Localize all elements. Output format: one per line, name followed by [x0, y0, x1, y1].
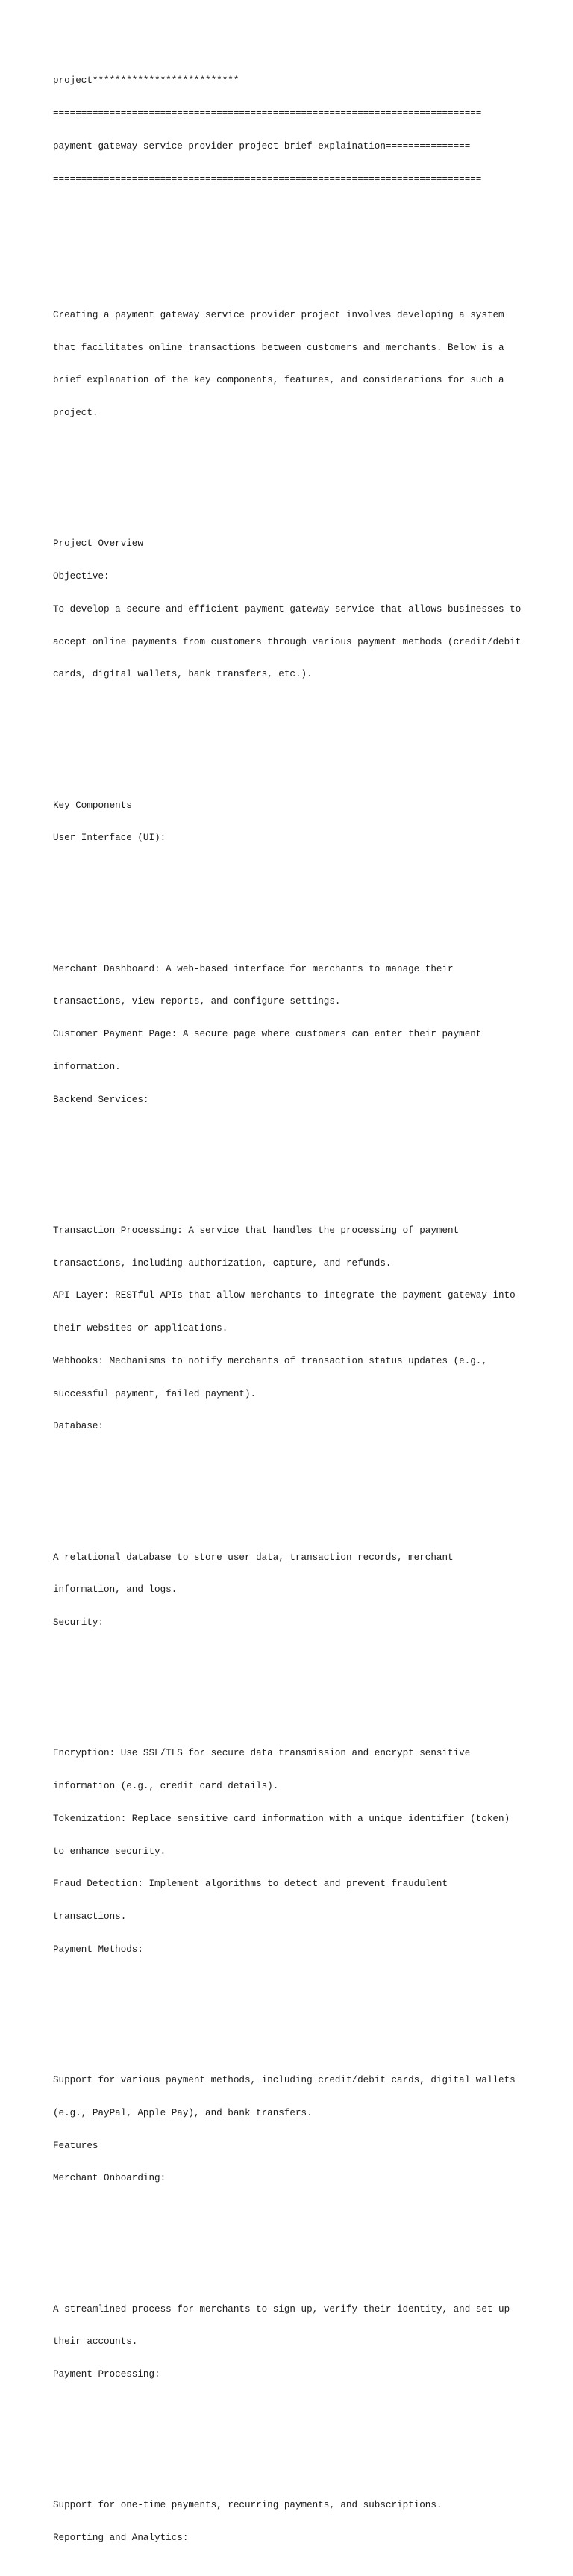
text-line: Transaction Processing: A service that handles the processing of payment: [53, 1225, 460, 1236]
text-line: Support for various payment methods, including credit/debit cards, digital wallets: [53, 2075, 516, 2086]
text-line: A streamlined process for merchants to sign up, verify their identity, and set up: [53, 2303, 510, 2315]
text-line: To develop a secure and efficient payment gateway service that allows businesses to: [53, 603, 522, 615]
text-line: that facilitates online transactions between customers and merchants. Below is a: [53, 342, 504, 353]
processing-items: [53, 2478, 545, 2566]
subheading: Payment Methods:: [53, 1944, 143, 1955]
security-items: [53, 1726, 545, 1977]
section-heading: Features: [53, 2140, 98, 2151]
text-line: Webhooks: Mechanisms to notify merchants of transaction status updates (e.g.,: [53, 1355, 487, 1366]
spacer: [53, 1160, 545, 1171]
text-line: transactions.: [53, 1911, 127, 1923]
subheading: User Interface (UI):: [53, 833, 166, 844]
section-heading: Project Overview: [53, 538, 143, 550]
text-line: Tokenization: Replace sensitive card information with a unique identifier (token): [53, 1813, 510, 1824]
key-components-section: [53, 778, 545, 865]
text-line: their websites or applications.: [53, 1323, 228, 1334]
text-line: information, and logs.: [53, 1584, 178, 1596]
text-line: A relational database to store user data, transaction records, merchant: [53, 1552, 454, 1563]
text-line: accept online payments from customers through various payment methods (credit/debit: [53, 636, 522, 647]
text-line: Creating a payment gateway service provider project involves developing a system: [53, 309, 504, 320]
text-line: Merchant Dashboard: A web-based interface for merchants to manage their: [53, 963, 454, 974]
backend-items: [53, 1204, 545, 1455]
text-line: Fraud Detection: Implement algorithms to detect and prevent fraudulent: [53, 1879, 448, 1890]
text-line: Customer Payment Page: A secure page where customers can enter their payment: [53, 1029, 482, 1040]
text-line: Encryption: Use SSL/TLS for secure data transmission and encrypt sensitive: [53, 1748, 471, 1759]
payment-method-items: [53, 2053, 545, 2206]
spacer: [53, 1487, 545, 1498]
document-title: payment gateway service provider project brief explaination===============: [53, 140, 471, 152]
header-rule-top: ============================================================================: [53, 108, 482, 119]
subheading: Objective:: [53, 571, 110, 582]
spacer: [53, 2239, 545, 2250]
project-overview-section: [53, 517, 545, 702]
text-line: successful payment, failed payment).: [53, 1388, 257, 1399]
subheading: Database:: [53, 1421, 104, 1432]
spacer: [53, 735, 545, 746]
text-line: brief explanation of the key components, features, and considerations for such a: [53, 375, 504, 386]
intro-paragraph: [53, 288, 545, 441]
text-line: project.: [53, 408, 98, 419]
text-line: transactions, including authorization, capture, and refunds.: [53, 1257, 392, 1269]
spacer: [53, 473, 545, 485]
text-line: (e.g., PayPal, Apple Pay), and bank transfers.: [53, 2107, 313, 2118]
text-line: to enhance security.: [53, 1846, 166, 1857]
subheading: Reporting and Analytics:: [53, 2533, 189, 2543]
subheading: Backend Services:: [53, 1094, 149, 1105]
spacer: [53, 898, 545, 909]
onboarding-items: [53, 2282, 545, 2402]
subheading: Merchant Onboarding:: [53, 2173, 166, 2184]
text-line: Support for one-time payments, recurring payments, and subscriptions.: [53, 2500, 442, 2511]
database-items: [53, 1530, 545, 1650]
spacer: [53, 2435, 545, 2446]
text-line: information.: [53, 1061, 121, 1072]
header-rule-bottom: ============================================================================: [53, 173, 482, 184]
subheading: Payment Processing:: [53, 2369, 160, 2380]
text-line: API Layer: RESTful APIs that allow merchants to integrate the payment gateway into: [53, 1290, 516, 1301]
section-heading: Key Components: [53, 800, 132, 811]
spacer: [53, 2010, 545, 2021]
text-line: their accounts.: [53, 2336, 138, 2348]
subheading: Security:: [53, 1617, 104, 1628]
text-line: cards, digital wallets, bank transfers, etc.).: [53, 669, 313, 680]
header-project-line: project**************************: [53, 75, 239, 87]
spacer: [53, 217, 545, 255]
spacer: [53, 1683, 545, 1694]
document-page: [53, 54, 545, 2576]
text-line: information (e.g., credit card details).: [53, 1781, 279, 1792]
ui-items: [53, 942, 545, 1127]
text-line: transactions, view reports, and configure settings.: [53, 996, 341, 1007]
